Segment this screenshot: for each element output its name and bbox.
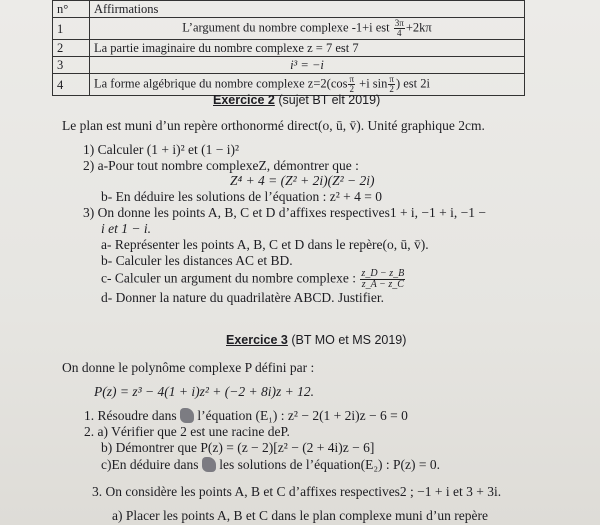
ex3-question-2c (101, 457, 440, 473)
row-text-tail: ) est 2i (395, 76, 430, 91)
ex3-polynomial: P(z) = z³ − 4(1 + i)z² + (−2 + 8i)z + 12. (94, 384, 314, 399)
row-text-mid: +i sin (356, 76, 388, 91)
ex3-question-2b: b) Démontrer que P(z) = (z − 2)[z² − (2 + 4i)z − 6] (101, 440, 375, 455)
frac-num: z_D − z_B (361, 268, 405, 279)
ex2-question-3c-text: c- Calculer un argument du nombre complexe : (101, 270, 357, 286)
fraction (394, 19, 405, 38)
ex2-question-3b: b- Calculer les distances AC et BD. (101, 253, 293, 268)
exercise-2-source: (sujet BT elt 2019) (278, 93, 381, 107)
row-number: 4 (53, 74, 90, 96)
ex3-question-3: 3. On considère les points A, B et C d’affixes respectives2 ; −1 + i et 3 + 3i. (92, 484, 502, 499)
ex3-intro: On donne le polynôme complexe P défini par : (62, 360, 315, 375)
ex2-question-2b: b- En déduire les solutions de l’équation : z² + 4 = 0 (101, 189, 382, 204)
ex2-equation: Z⁴ + 4 = (Z² + 2i)(Z² − 2i) (230, 173, 375, 188)
table-row (53, 57, 525, 74)
row-text (90, 18, 525, 40)
frac-den: 2 (349, 84, 354, 94)
frac-num: π (389, 74, 394, 84)
exercise-2-title (213, 93, 380, 107)
affirmations-table (52, 0, 525, 96)
ex3-question-2c-text: c)En déduire dans (101, 457, 199, 472)
ex2-question-1: 1) Calculer (1 + i)² et (1 − i)² (83, 142, 240, 157)
fraction (360, 269, 405, 290)
exercise-3-label: Exercice 3 (226, 333, 288, 347)
ex3-question-1-text: 1. Résoudre dans (84, 408, 177, 423)
ex2-question-3: 3) On donne les points A, B, C et D d’affixes respectives1 + i, −1 + i, −1 − (83, 205, 487, 220)
row-number: 3 (53, 57, 90, 74)
ex3-question-3a: a) Placer les points A, B et C dans le plan complexe muni d’un repère (112, 508, 489, 523)
table-row (53, 40, 525, 57)
exercise-2-label: Exercice 2 (213, 93, 275, 107)
header-number: n° (53, 1, 90, 18)
frac-den: 4 (397, 28, 402, 38)
row-text-main: L’argument du nombre complexe -1+i est (182, 20, 390, 35)
row-number: 1 (53, 18, 90, 40)
row-text: i³ = −i (90, 57, 525, 74)
complex-set-symbol (202, 457, 216, 472)
ex2-question-2a: 2) a-Pour tout nombre complexeZ, démontrer que : (83, 158, 359, 173)
header-affirmations: Affirmations (90, 1, 525, 18)
table-row (53, 18, 525, 40)
frac-den: z_A − z_C (361, 279, 404, 290)
ex3-question-2a: 2. a) Vérifier que 2 est une racine deP. (84, 424, 290, 439)
ex2-intro: Le plan est muni d’un repère orthonormé direct(o, ū, v̄). Unité graphique 2cm. (62, 118, 485, 133)
frac-num: 3π (394, 18, 404, 28)
complex-set-symbol (180, 408, 194, 423)
ex3-question-1-equation: l’équation (E₁) : z² − 2(1 + 2i)z − 6 = 0 (197, 408, 408, 423)
row-text-tail: +2kπ (405, 20, 432, 35)
ex3-question-2c-equation: les solutions de l’équation(E₂) : P(z) = 0. (219, 457, 440, 472)
exercise-3-source: (BT MO et MS 2019) (291, 333, 407, 347)
fraction (388, 75, 395, 94)
frac-den: 2 (389, 84, 394, 94)
fraction (348, 75, 355, 94)
ex3-question-1 (84, 408, 408, 424)
ex2-question-3a: a- Représenter les points A, B, C et D dans le repère(o, ū, v̄). (101, 237, 429, 252)
row-text: La partie imaginaire du nombre complexe z = 7 est 7 (90, 40, 525, 57)
ex2-question-3c (101, 269, 406, 290)
frac-num: π (349, 74, 355, 84)
row-text-main: La forme algébrique du nombre complexe z=2(cos (94, 76, 348, 91)
ex2-question-3d: d- Donner la nature du quadrilatère ABCD. Justifier. (101, 290, 385, 305)
table-header-row (53, 1, 525, 18)
ex2-question-3-cont: i et 1 − i. (101, 221, 151, 236)
exercise-3-title (226, 333, 406, 347)
row-number: 2 (53, 40, 90, 57)
